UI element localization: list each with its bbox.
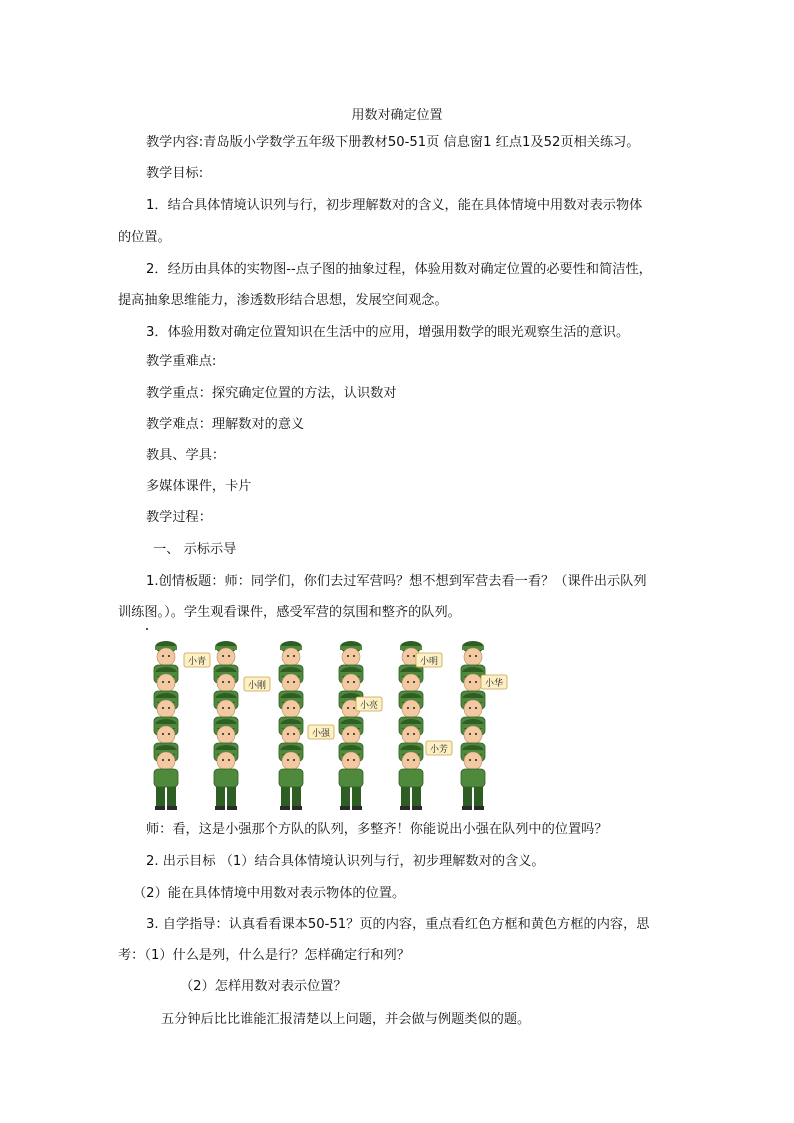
name-tag-label: 小青 <box>187 657 207 667</box>
teacher-question: 师：看，这是小强那个方队的队列，多整齐！你能说出小强在队列中的位置吗？ <box>146 822 608 837</box>
name-tag-label: 小刚 <box>247 681 267 691</box>
name-tag-5 <box>416 653 442 667</box>
name-tag-label: 小明 <box>419 657 439 667</box>
name-tag-label: 小华 <box>484 679 504 689</box>
keypoint-focus: 教学重点：探究确定位置的方法，认识数对 <box>146 386 397 401</box>
soldier-column-3 <box>279 641 303 810</box>
name-tag-3 <box>308 725 334 739</box>
process-heading: 教学过程： <box>146 510 212 525</box>
step-2-cont: （2）能在具体情境中用数对表示物体的位置。 <box>133 886 406 901</box>
tools-heading: 教具、学具： <box>146 448 226 463</box>
objective-2-cont: 提高抽象思维能力，渗透数形结合思想，发展空间观念。 <box>118 293 448 308</box>
name-tag-label: 小亮 <box>359 701 379 711</box>
step-3: 3. 自学指导：认真看看课本50-51？页的内容，重点看红色方框和黄色方框的内容，思 <box>146 917 650 932</box>
step-1-cont: 训练图。）。学生观看课件，感受军营的氛围和整齐的队列。 <box>118 605 461 620</box>
name-tag-label: 小强 <box>311 729 331 739</box>
content-line: 教学内容:青岛版小学数学五年级下册教材50-51页 信息窗1 红点1及52页相关练习。 <box>146 135 640 150</box>
name-tag-6 <box>426 741 452 755</box>
objective-2: 2．经历由具体的实物图--点子图的抽象过程，体验用数对确定位置的必要性和简洁性， <box>146 262 652 277</box>
step-3-question-2: （2）怎样用数对表示位置？ <box>180 979 347 994</box>
soldier-column-2 <box>214 641 238 810</box>
section-heading-1: 一、 示标示导 <box>153 542 237 557</box>
step-3-note: 五分钟后比比谁能汇报清楚以上问题，并会做与例题类似的题。 <box>161 1012 531 1027</box>
step-1: 1.创情板题：师：同学们，你们去过军营吗？想不想到军营去看一看？（课件出示队列 <box>146 574 647 589</box>
name-tag-1 <box>184 653 210 667</box>
keypoints-heading: 教学重难点: <box>146 354 217 369</box>
name-tag-4 <box>356 697 382 711</box>
soldier-column-4 <box>339 641 363 810</box>
step-2: 2. 出示目标 （1）结合具体情境认识列与行，初步理解数对的含义。 <box>146 854 545 869</box>
objective-1-cont: 的位置。 <box>118 230 171 245</box>
name-tag-label: 小芳 <box>429 745 449 755</box>
soldier-column-6 <box>461 641 485 810</box>
soldier-formation-figure <box>146 637 510 810</box>
page-title: 用数对确定位置 <box>351 108 443 123</box>
image-anchor-mark <box>146 628 148 630</box>
keypoint-difficulty: 教学难点：理解数对的意义 <box>146 417 305 432</box>
soldier-column-1 <box>154 641 178 810</box>
step-3-cont: 考：（1）什么是列，什么是行？怎样确定行和列？ <box>118 948 410 963</box>
tools-list: 多媒体课件，卡片 <box>146 479 252 494</box>
objective-3: 3．体验用数对确定位置知识在生活中的应用，增强用数学的眼光观察生活的意识。 <box>146 325 630 340</box>
name-tag-7 <box>481 675 507 689</box>
objectives-heading: 教学目标: <box>146 166 204 181</box>
objective-1: 1．结合具体情境认识列与行，初步理解数对的含义，能在具体情境中用数对表示物体 <box>146 198 643 213</box>
name-tag-2 <box>244 677 270 691</box>
